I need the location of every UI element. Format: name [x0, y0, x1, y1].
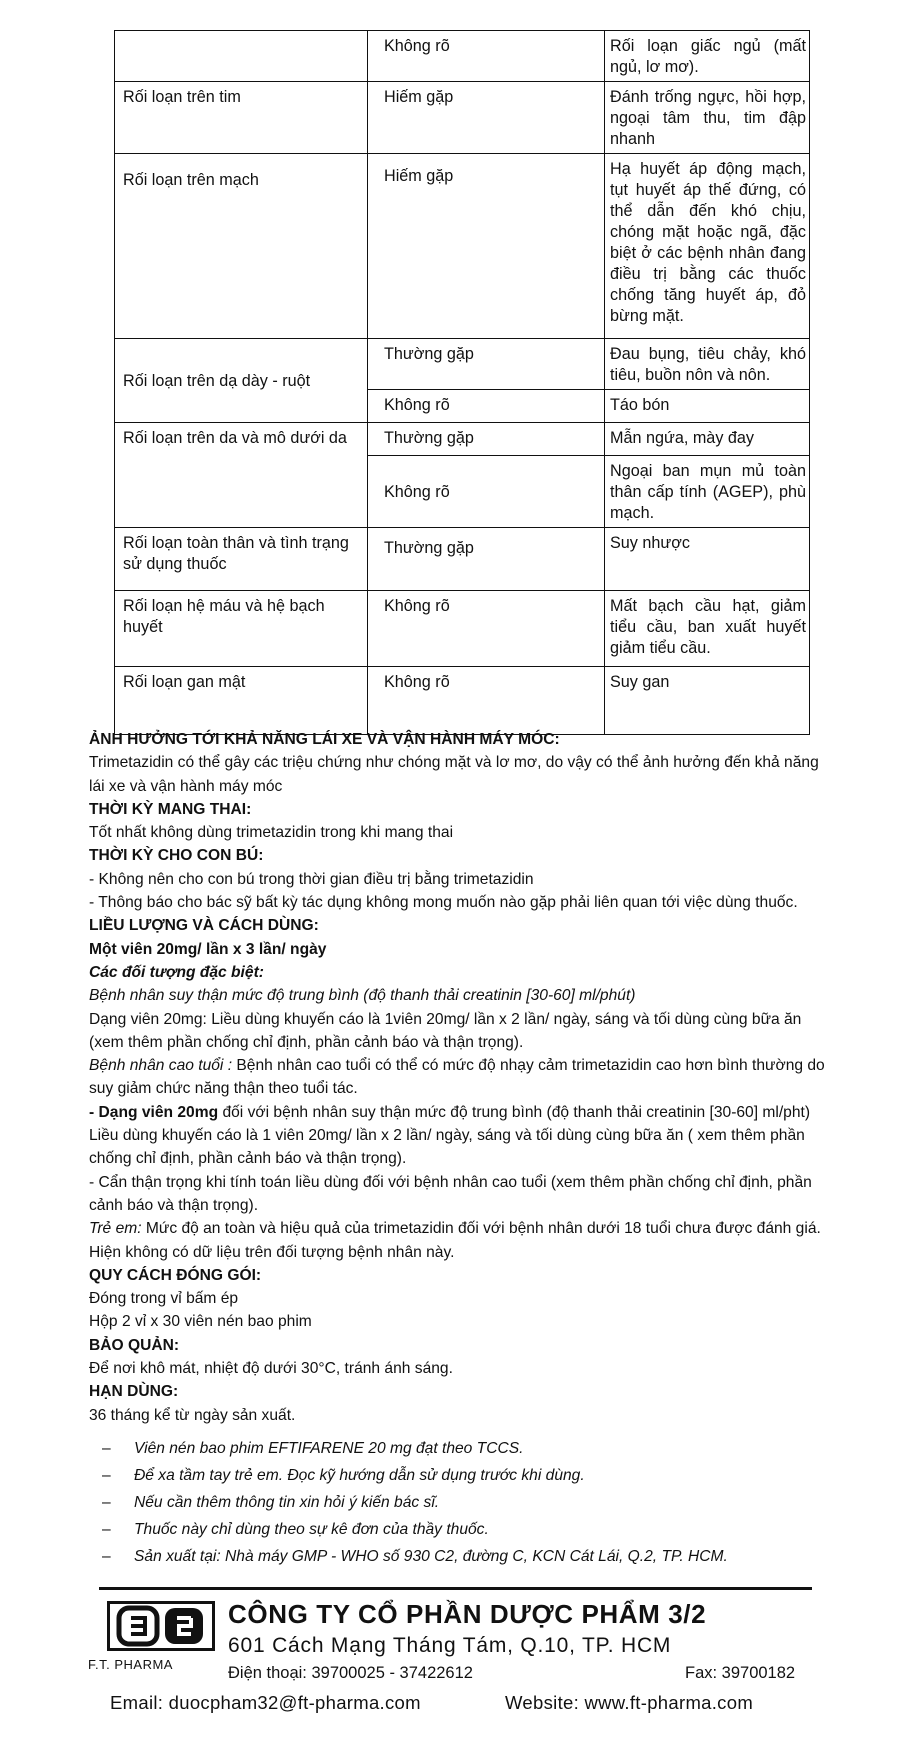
effect-cell: Suy nhược	[605, 528, 810, 591]
elderly-paragraph	[89, 1054, 835, 1101]
frequency-cell: Không rõ	[368, 390, 605, 423]
company-website: Website: www.ft-pharma.com	[505, 1692, 754, 1713]
table-row	[115, 31, 810, 82]
list-item: – Thuốc này chỉ dùng theo sự kê đơn của thầy thuốc.	[102, 1516, 835, 1543]
effect-cell: Suy gan	[605, 667, 810, 735]
table-row	[115, 423, 810, 456]
renal-text: Dạng viên 20mg: Liều dùng khuyến cáo là 1viên 20mg/ lần x 2 lần/ ngày, sáng và tối dùng cùng bữa ăn (xem thêm phần chống chỉ định, phần cảnh báo và thận trọng).	[89, 1010, 802, 1051]
organ-cell: Rối loạn trên dạ dày - ruột	[115, 339, 368, 423]
driving-text: Trimetazidin có thể gây các triệu chứng như chóng mặt và lơ mơ, do vậy có thể ảnh hưởng đến khả năng lái xe và vận hành máy móc	[89, 754, 819, 795]
children-label: Trẻ em:	[89, 1220, 142, 1238]
frequency-cell: Không rõ	[368, 456, 605, 528]
dosage-main: Một viên 20mg/ lần x 3 lần/ ngày	[89, 940, 327, 958]
list-item: – Viên nén bao phim EFTIFARENE 20 mg đạt theo TCCS.	[102, 1435, 835, 1462]
children-text: Mức độ an toàn và hiệu quả của trimetazidin đối với bệnh nhân dưới 18 tuổi chưa được đánh giá. Hiện không có dữ liệu trên đối tượng bệnh nhân này.	[89, 1220, 821, 1261]
frequency-cell: Hiếm gặp	[368, 82, 605, 154]
list-item: – Nếu cần thêm thông tin xin hỏi ý kiến bác sĩ.	[102, 1489, 835, 1516]
effect-cell: Ngoại ban mụn mủ toàn thân cấp tính (AGEP), phù mạch.	[605, 456, 810, 528]
packaging-line: Đóng trong vỉ bấm ép	[89, 1290, 239, 1308]
frequency-cell: Không rõ	[368, 667, 605, 735]
elderly-dose-text: đối với bệnh nhân suy thận mức độ trung bình (độ thanh thải creatinin [30-60] ml/pht) Liều dùng khuyến cáo là 1 viên 20mg/ lần x 2 lần/ ngày, sáng và tối dùng cùng bữa ăn ( xem thêm phần chống chỉ định, phần cảnh báo và thận trọng).	[89, 1103, 811, 1168]
side-effects-table	[114, 30, 810, 735]
packaging-heading: QUY CÁCH ĐÓNG GÓI:	[89, 1266, 262, 1284]
renal-title: Bệnh nhân suy thận mức độ trung bình (độ thanh thải creatinin [30-60] ml/phút)	[89, 987, 636, 1005]
effect-cell: Mất bạch cầu hạt, giảm tiểu cầu, ban xuất huyết giảm tiểu cầu.	[605, 591, 810, 667]
expiry-text: 36 tháng kể từ ngày sản xuất.	[89, 1406, 296, 1424]
frequency-cell: Không rõ	[368, 591, 605, 667]
company-name: CÔNG TY CỔ PHẦN DƯỢC PHẨM 3/2	[228, 1599, 707, 1629]
storage-text: Để nơi khô mát, nhiệt độ dưới 30°C, tránh ánh sáng.	[89, 1360, 453, 1378]
elderly-dose-paragraph	[89, 1101, 835, 1171]
company-phone: Điện thoại: 39700025 - 37422612	[228, 1664, 473, 1682]
footer-divider	[99, 1587, 812, 1590]
driving-heading: ẢNH HƯỞNG TỚI KHẢ NĂNG LÁI XE VÀ VẬN HÀNH MÁY MÓC:	[89, 731, 560, 748]
breastfeeding-line: - Thông báo cho bác sỹ bất kỳ tác dụng không mong muốn nào gặp phải liên quan tới việc dùng thuốc.	[89, 894, 798, 912]
organ-cell: Rối loạn toàn thân và tình trạng sử dụng thuốc	[115, 528, 368, 591]
effect-cell: Hạ huyết áp động mạch, tụt huyết áp thế đứng, có thể dẫn đến khó chịu, chóng mặt hoặc ngã, đặc biệt ở các bệnh nhân đang điều trị bằng các thuốc chống tăng huyết áp, đỏ bừng mặt.	[605, 154, 810, 339]
table-row	[115, 591, 810, 667]
elderly-label: Bệnh nhân cao tuổi :	[89, 1057, 233, 1075]
notes-list	[89, 1435, 835, 1570]
organ-cell: Rối loạn trên mạch	[115, 154, 368, 339]
dosage-heading: LIỀU LƯỢNG VÀ CÁCH DÙNG:	[89, 917, 319, 935]
effect-cell: Đánh trống ngực, hồi hợp, ngoại tâm thu, tim đập nhanh	[605, 82, 810, 154]
leaflet-body	[89, 728, 835, 1570]
frequency-cell: Không rõ	[368, 31, 605, 82]
storage-heading: BẢO QUẢN:	[89, 1336, 180, 1354]
organ-cell: Rối loạn trên da và mô dưới da	[115, 423, 368, 528]
organ-cell: Rối loạn trên tim	[115, 82, 368, 154]
ft-pharma-logo-icon	[107, 1601, 215, 1651]
table-row	[115, 154, 810, 339]
company-fax: Fax: 39700182	[685, 1664, 796, 1682]
frequency-cell: Thường gặp	[368, 528, 605, 591]
table-row	[115, 339, 810, 390]
pregnancy-heading: THỜI KỲ MANG THAI:	[89, 800, 252, 818]
effect-cell: Mẫn ngứa, mày đay	[605, 423, 810, 456]
table-row	[115, 528, 810, 591]
breastfeeding-heading: THỜI KỲ CHO CON BÚ:	[89, 847, 264, 865]
list-item: – Để xa tầm tay trẻ em. Đọc kỹ hướng dẫn sử dụng trước khi dùng.	[102, 1462, 835, 1489]
elderly-text: Bệnh nhân cao tuổi có thể có mức độ nhạy cảm trimetazidin cao hơn bình thường do suy giảm chức năng thận theo tuổi tác.	[89, 1057, 825, 1098]
effect-cell: Đau bụng, tiêu chảy, khó tiêu, buồn nôn và nôn.	[605, 339, 810, 390]
table-row	[115, 667, 810, 735]
table-row	[115, 82, 810, 154]
company-address: 601 Cách Mạng Tháng Tám, Q.10, TP. HCM	[228, 1634, 672, 1657]
company-email: Email: duocpham32@ft-pharma.com	[110, 1692, 421, 1713]
organ-cell: Rối loạn gan mật	[115, 667, 368, 735]
special-groups-heading: Các đối tượng đặc biệt:	[89, 963, 264, 981]
frequency-cell: Hiếm gặp	[368, 154, 605, 339]
effect-cell: Rối loạn giấc ngủ (mất ngủ, lơ mơ).	[605, 31, 810, 82]
elderly-dose-label: - Dạng viên 20mg	[89, 1103, 219, 1121]
packaging-line: Hộp 2 vỉ x 30 viên nén bao phim	[89, 1313, 312, 1331]
effect-cell: Táo bón	[605, 390, 810, 423]
breastfeeding-line: - Không nên cho con bú trong thời gian điều trị bằng trimetazidin	[89, 870, 534, 888]
frequency-cell: Thường gặp	[368, 423, 605, 456]
organ-cell	[115, 31, 368, 82]
caution-text: - Cẩn thận trọng khi tính toán liều dùng đối với bệnh nhân cao tuổi (xem thêm phần chống chỉ định, phần cảnh báo và thận trọng).	[89, 1173, 812, 1214]
children-paragraph	[89, 1217, 835, 1264]
organ-cell: Rối loạn hệ máu và hệ bạch huyết	[115, 591, 368, 667]
logo-text: F.T. PHARMA	[88, 1657, 173, 1672]
expiry-heading: HẠN DÙNG:	[89, 1383, 179, 1401]
list-item: – Sản xuất tại: Nhà máy GMP - WHO số 930 C2, đường C, KCN Cát Lái, Q.2, TP. HCM.	[102, 1543, 835, 1570]
pregnancy-text: Tốt nhất không dùng trimetazidin trong khi mang thai	[89, 824, 454, 842]
frequency-cell: Thường gặp	[368, 339, 605, 390]
